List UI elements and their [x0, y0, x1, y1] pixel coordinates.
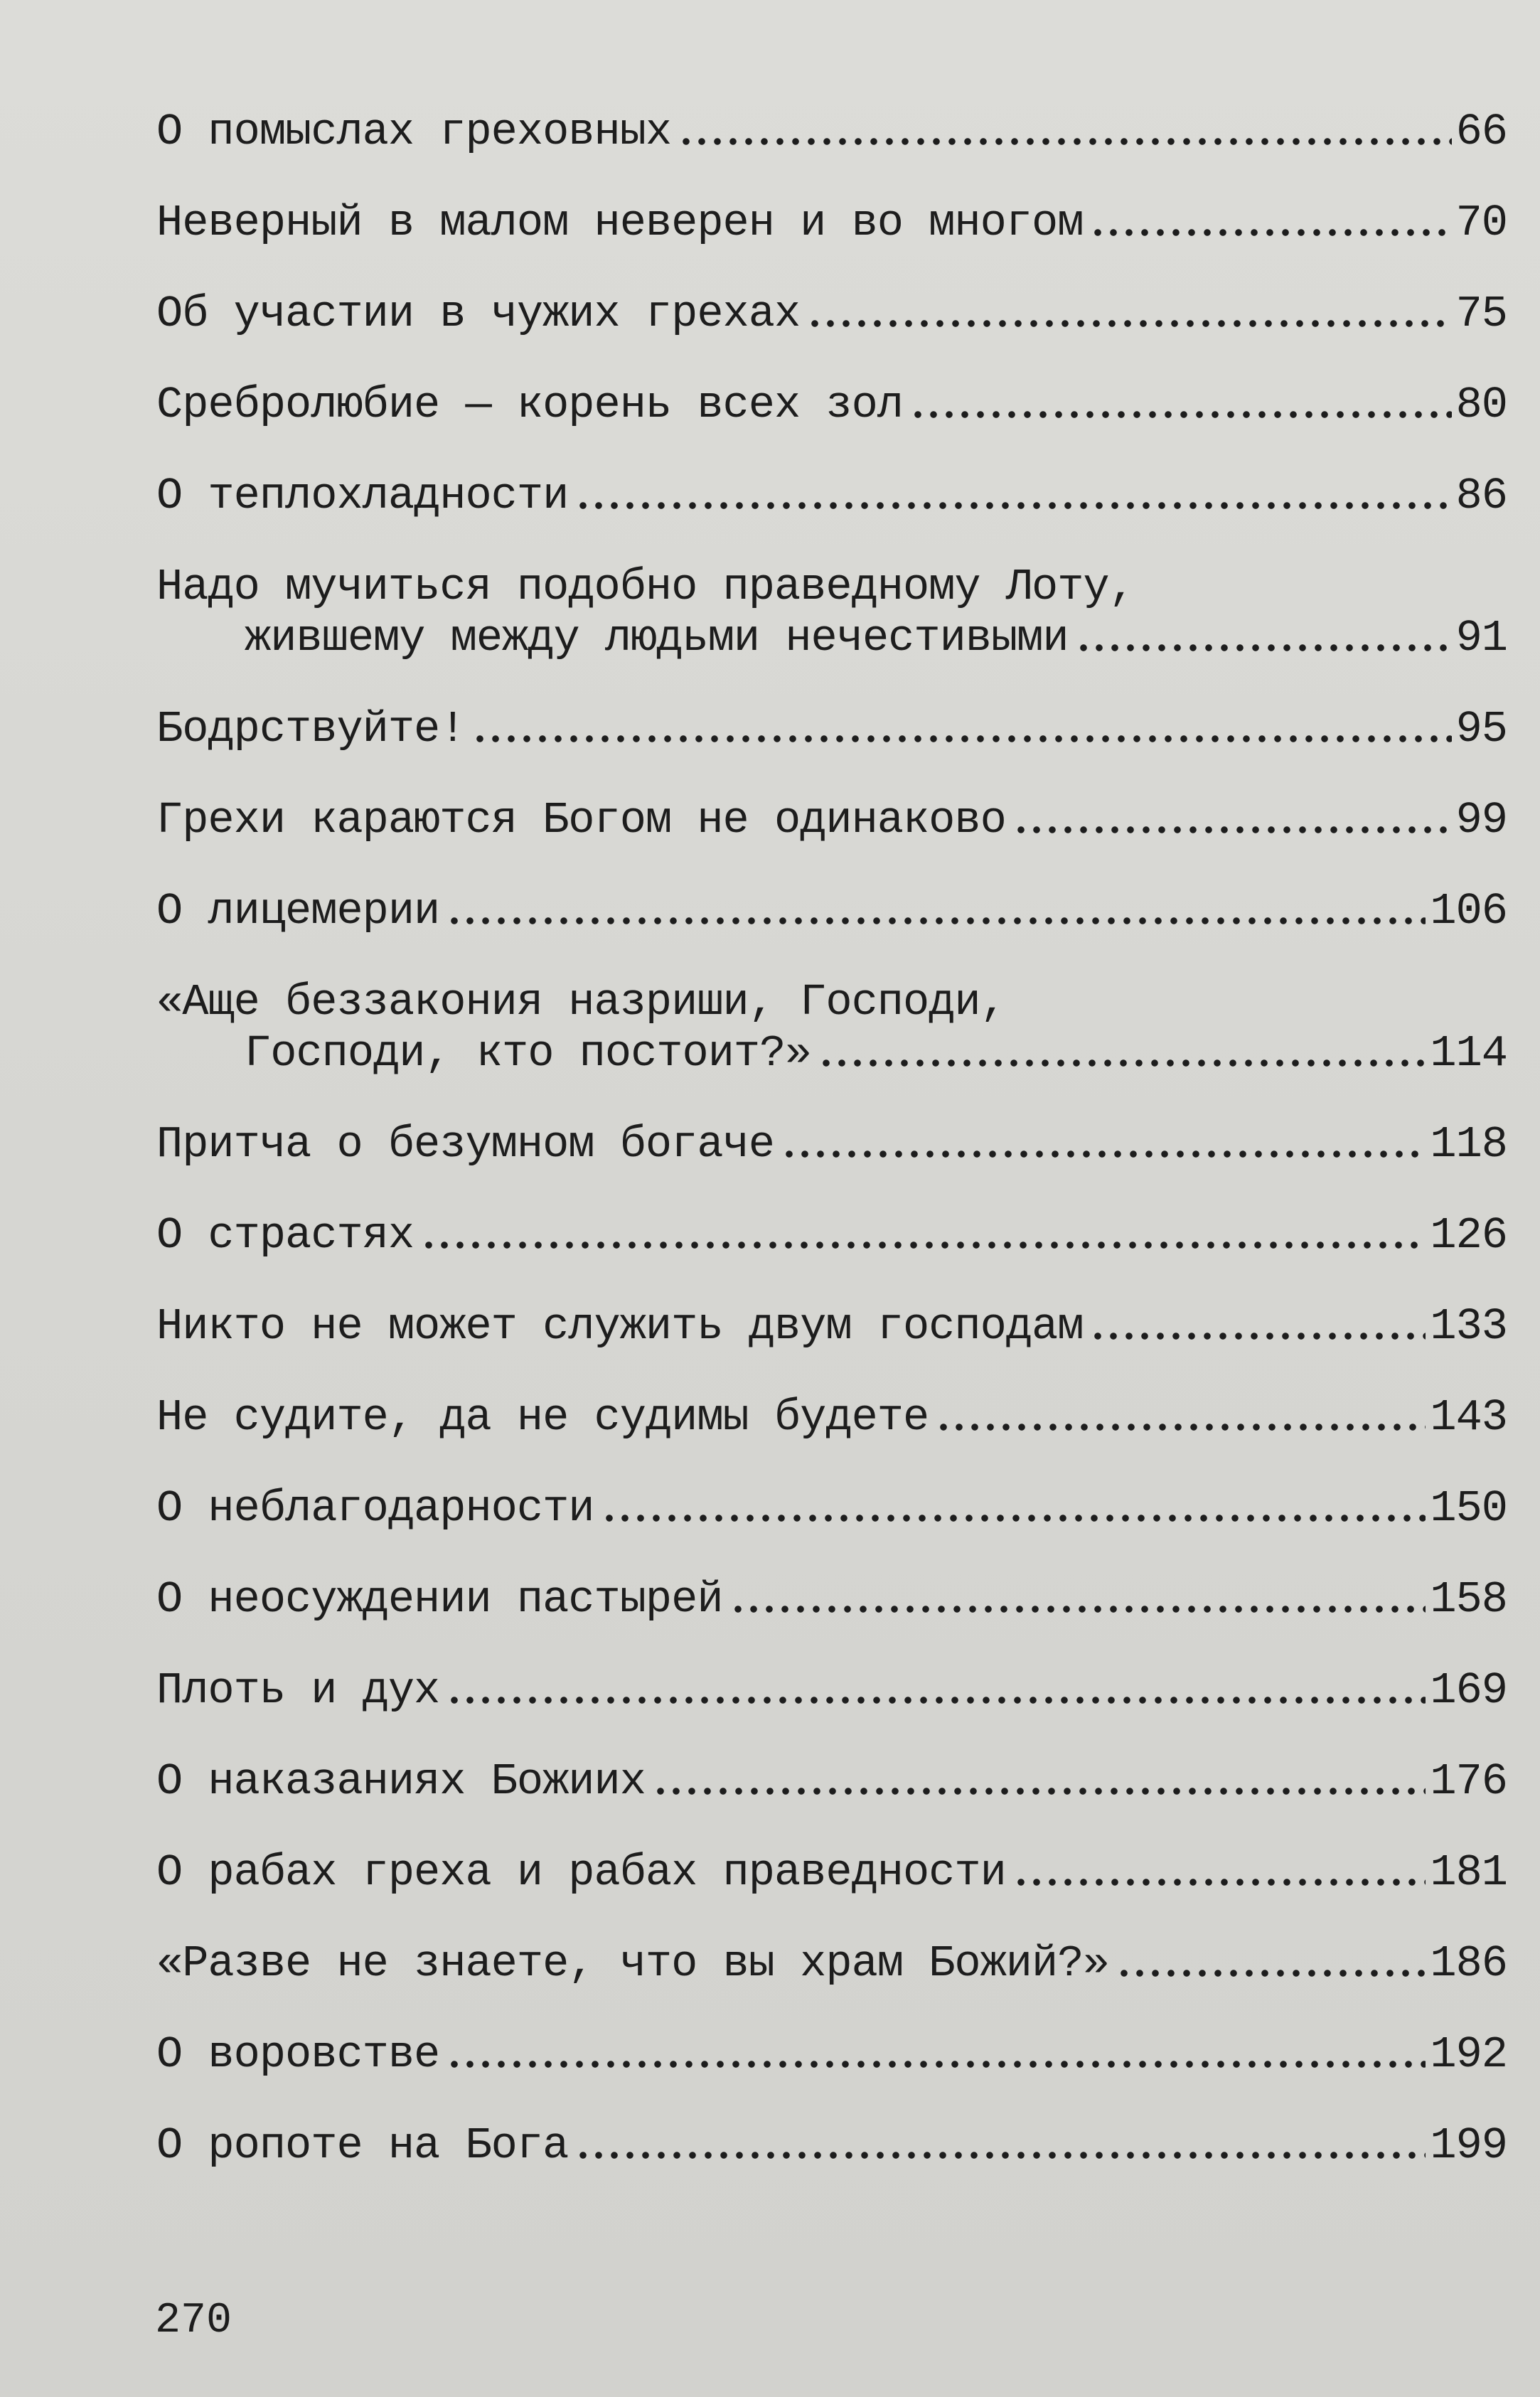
toc-entry: [156, 1301, 1507, 1352]
dot-leader: [1090, 226, 1451, 239]
toc-entry-row: [156, 1210, 1507, 1261]
dot-leader: [575, 499, 1451, 512]
toc-entry-row: [156, 107, 1507, 158]
toc-page-number: 199: [1430, 2120, 1507, 2171]
dot-leader: [1076, 641, 1452, 654]
dot-leader: [1013, 823, 1452, 836]
toc-entry-row: [156, 1483, 1507, 1534]
dot-leader: [818, 1057, 1426, 1069]
toc-entry-text: [156, 795, 1507, 846]
toc-page-number: 114: [1430, 1028, 1507, 1079]
toc-entry-title-line: О наказаниях Божиих: [156, 1756, 646, 1807]
toc-entry-row: [156, 2029, 1507, 2081]
toc-page-number: 150: [1430, 1483, 1507, 1534]
toc-entry-text: [156, 1392, 1507, 1443]
toc-page-number: 169: [1430, 1665, 1507, 1716]
toc-entry: [156, 704, 1507, 755]
toc-entry-text: [156, 1210, 1507, 1261]
toc-entry-title-line: «Разве не знаете, что вы храм Божий?»: [156, 1938, 1109, 1989]
toc-entry-text: [156, 2120, 1507, 2172]
toc-entry-title-line: Грехи караются Богом не одинаково: [156, 795, 1006, 845]
toc-entry-title-line: жившему между людьми нечестивыми: [245, 613, 1069, 663]
toc-entry: [156, 2029, 1507, 2081]
toc-page-number: 106: [1430, 886, 1507, 936]
dot-leader: [807, 317, 1451, 330]
toc-entry-text: [156, 886, 1507, 937]
toc-entry-text: [156, 1665, 1507, 1717]
toc-entry-row: [156, 1665, 1507, 1717]
toc-page-number: 91: [1455, 613, 1507, 663]
toc-entry-text: [156, 1119, 1507, 1170]
toc-entry-title-line: О ропоте на Бога: [156, 2120, 569, 2171]
toc-entry-title-line: Сребролюбие — корень всех зол: [156, 380, 903, 430]
toc-entry-row: [156, 1119, 1507, 1170]
toc-page-number: 99: [1455, 795, 1507, 845]
dot-leader: [1116, 1967, 1426, 1980]
toc-entry-row: [156, 1574, 1507, 1625]
toc-entry-row: [156, 1392, 1507, 1443]
toc-entry-text: [156, 1847, 1507, 1899]
toc-entry-title-line: О неосуждении пастырей: [156, 1574, 723, 1625]
toc-entry: [156, 107, 1507, 158]
toc-page-number: 192: [1430, 2029, 1507, 2080]
toc-page-number: 70: [1455, 198, 1507, 248]
toc-entry: [156, 886, 1507, 937]
toc-entry-row: [156, 380, 1507, 431]
dot-leader: [447, 1694, 1426, 1707]
toc-page-number: 66: [1455, 107, 1507, 157]
toc-entry: [156, 1847, 1507, 1899]
toc-entry: [156, 795, 1507, 846]
toc-entry-text: [156, 1574, 1507, 1625]
dot-leader: [601, 1512, 1426, 1525]
toc-entry-text: [156, 2029, 1507, 2081]
toc-entry-row: [156, 1301, 1507, 1352]
toc-entry-title-line: Не судите, да не судимы будете: [156, 1392, 929, 1443]
toc-entry: [156, 1938, 1507, 1990]
toc-entry: [156, 1210, 1507, 1261]
toc-entry: [156, 380, 1507, 431]
toc-page-number: 75: [1455, 289, 1507, 339]
dot-leader: [936, 1421, 1426, 1434]
dot-leader: [575, 2149, 1426, 2162]
toc-page-number: 86: [1455, 471, 1507, 521]
toc-entry-title-line: Надо мучиться подобно праведному Лоту,: [156, 562, 1135, 612]
toc-entry-text: [156, 977, 1507, 1079]
toc-page-number: 95: [1455, 704, 1507, 754]
toc-entry-text: [156, 1301, 1507, 1352]
toc-entry-title-line: О страстях: [156, 1210, 415, 1261]
toc-entry-title-line: О рабах греха и рабах праведности: [156, 1847, 1006, 1898]
toc-page-number: 126: [1430, 1210, 1507, 1261]
toc-entry: [156, 198, 1507, 249]
toc-entry-text: [156, 471, 1507, 522]
table-of-contents: [156, 107, 1507, 2211]
toc-page-number: 176: [1430, 1756, 1507, 1807]
toc-entry-text: [156, 1938, 1507, 1990]
toc-page-number: 181: [1430, 1847, 1507, 1898]
toc-entry-row: [156, 1028, 1507, 1079]
toc-entry-row: [156, 1756, 1507, 1808]
dot-leader: [447, 914, 1426, 927]
toc-entry-title-line: О теплохладности: [156, 471, 569, 521]
toc-entry: [156, 471, 1507, 522]
toc-entry-row: [156, 471, 1507, 522]
toc-entry-row: [156, 289, 1507, 340]
dot-leader: [781, 1148, 1426, 1160]
toc-entry-text: [156, 380, 1507, 431]
toc-entry: [156, 2120, 1507, 2172]
toc-entry-row: [156, 704, 1507, 755]
toc-entry: [156, 1483, 1507, 1534]
dot-leader: [472, 732, 1451, 745]
toc-entry-row: [156, 198, 1507, 249]
toc-entry-text: [156, 1483, 1507, 1534]
dot-leader: [678, 135, 1451, 148]
dot-leader: [730, 1603, 1426, 1616]
dot-leader: [421, 1239, 1426, 1251]
toc-entry: [156, 289, 1507, 340]
toc-entry: [156, 1756, 1507, 1808]
toc-page-number: 158: [1430, 1574, 1507, 1625]
toc-entry: [156, 1392, 1507, 1443]
toc-entry-title-line: О помыслах греховных: [156, 107, 672, 157]
toc-entry: [156, 977, 1507, 1079]
dot-leader: [910, 408, 1452, 421]
toc-entry-row: [156, 613, 1507, 664]
toc-entry-text: [156, 198, 1507, 249]
toc-entry-row: [156, 1938, 1507, 1990]
toc-page-number: 186: [1430, 1938, 1507, 1989]
dot-leader: [653, 1785, 1426, 1798]
toc-entry-text: [156, 562, 1507, 664]
toc-entry-row: [156, 1847, 1507, 1899]
toc-entry-title-line: «Аще беззакония назриши, Господи,: [156, 977, 1006, 1027]
toc-entry-title-line: Неверный в малом неверен и во многом: [156, 198, 1084, 248]
toc-entry-title-line: О лицемерии: [156, 886, 440, 936]
toc-entry-title-line: Господи, кто постоит?»: [245, 1028, 811, 1079]
dot-leader: [447, 2058, 1426, 2071]
toc-entry-row: [156, 886, 1507, 937]
dot-leader: [1090, 1330, 1426, 1342]
toc-entry-row: [156, 2120, 1507, 2172]
toc-entry-title-line: О воровстве: [156, 2029, 440, 2080]
toc-entry-title-line: Бодрствуйте!: [156, 704, 466, 754]
dot-leader: [1013, 1876, 1426, 1889]
toc-entry-title-line: Никто не может служить двум господам: [156, 1301, 1084, 1352]
toc-entry-text: [156, 107, 1507, 158]
toc-entry: [156, 1665, 1507, 1717]
toc-entry-title-line: Плоть и дух: [156, 1665, 440, 1716]
toc-entry-text: [156, 289, 1507, 340]
toc-page-number: 133: [1430, 1301, 1507, 1352]
toc-entry-title-line: О неблагодарности: [156, 1483, 594, 1534]
toc-entry-row: [156, 795, 1507, 846]
toc-page-number: 80: [1455, 380, 1507, 430]
page-number-footer: 270: [155, 2297, 232, 2345]
toc-entry: [156, 1119, 1507, 1170]
toc-page-number: 143: [1430, 1392, 1507, 1443]
toc-page-number: 118: [1430, 1119, 1507, 1170]
toc-entry: [156, 1574, 1507, 1625]
toc-entry-text: [156, 1756, 1507, 1808]
toc-entry-text: [156, 704, 1507, 755]
toc-entry-title-line: Об участии в чужих грехах: [156, 289, 801, 339]
toc-entry-title-line: Притча о безумном богаче: [156, 1119, 774, 1170]
toc-entry: [156, 562, 1507, 664]
